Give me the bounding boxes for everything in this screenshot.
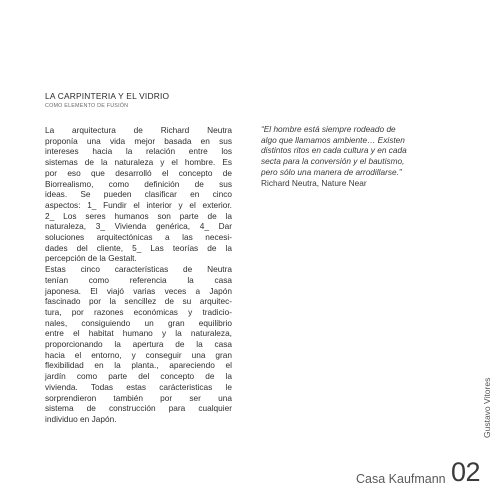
section-subtitle: COMO ELEMENTO DE FUSIÓN	[45, 103, 129, 109]
body-line: aspectos: 1_ Fundir el interior y el exterior.	[45, 199, 232, 210]
body-line: 2_ Los seres humanos son parte de la	[45, 210, 232, 221]
body-line: tura, por razones económicas y tradicio-	[45, 306, 232, 317]
body-line: tenían como referencia la casa	[45, 274, 232, 285]
quote-line: secta para la conversión y el bautismo,	[261, 156, 405, 167]
body-line: intereses hacia la relación entre los	[45, 146, 232, 157]
body-line: hacia el entorno, y conseguir una gran	[45, 349, 232, 360]
section-title: LA CARPINTERIA Y EL VIDRIO	[45, 91, 170, 101]
quote-author: Richard Neutra, Nature Near	[261, 177, 367, 188]
page-number: 02	[451, 457, 481, 487]
body-line: flexibilidad en la planta., apareciendo el	[45, 360, 232, 371]
body-line: naturaleza, 3_ Vivienda genérica, 4_ Dar	[45, 221, 232, 232]
body-line: sistema de construcción para cualquier	[45, 403, 232, 414]
body-line: Estas cinco características de Neutra	[45, 264, 232, 275]
body-line: fascinado por la sencillez de su arquitec-	[45, 296, 232, 307]
body-line: entre el habitat humano y la naturaleza,	[45, 328, 232, 339]
body-line: percepción de la Gestalt.	[45, 253, 137, 264]
body-line: vivienda. Todas estas carácteristicas le	[45, 381, 232, 392]
body-line: soluciones arquitectónicas a las necesi-	[45, 232, 232, 243]
body-line: ideas. Se pueden clasificar en cinco	[45, 189, 232, 200]
body-line: sistemas de la naturaleza y el hombre. Es	[45, 157, 232, 168]
body-text	[45, 125, 232, 425]
footer-title: Casa Kaufmann	[356, 472, 446, 486]
body-line: japonesa. El viajó varias veces a Japón	[45, 285, 232, 296]
body-line: proporcionando la apertura de la casa	[45, 339, 232, 350]
quote-line: distintos ritos en cada cultura y en cada	[261, 145, 407, 156]
body-line: sorprendieron también por ser una	[45, 392, 232, 403]
body-line: proponía una vida mejor basada en sus	[45, 135, 232, 146]
body-line: por eso que desarrolló el concepto de	[45, 167, 232, 178]
quote-line: “El hombre está siempre rodeado de	[261, 124, 396, 134]
body-line: dades del cliente, 5_ Las teorías de la	[45, 242, 232, 253]
body-line: Biorrealismo, como definición de sus	[45, 178, 232, 189]
quote-line: algo que llamamos ambiente… Existen	[261, 134, 405, 145]
body-line: La arquitectura de Richard Neutra	[45, 125, 232, 135]
body-line: individuo en Japón.	[45, 413, 117, 424]
body-line: nales, consiguiendo un gran equilibrio	[45, 317, 232, 328]
body-line: jardín como parte del concepto de la	[45, 371, 232, 382]
quote-line: pero sólo una manera de arrodillarse.”	[261, 166, 402, 177]
side-author-name: Gustavo Vitores	[482, 377, 492, 438]
quote-block	[261, 124, 451, 188]
